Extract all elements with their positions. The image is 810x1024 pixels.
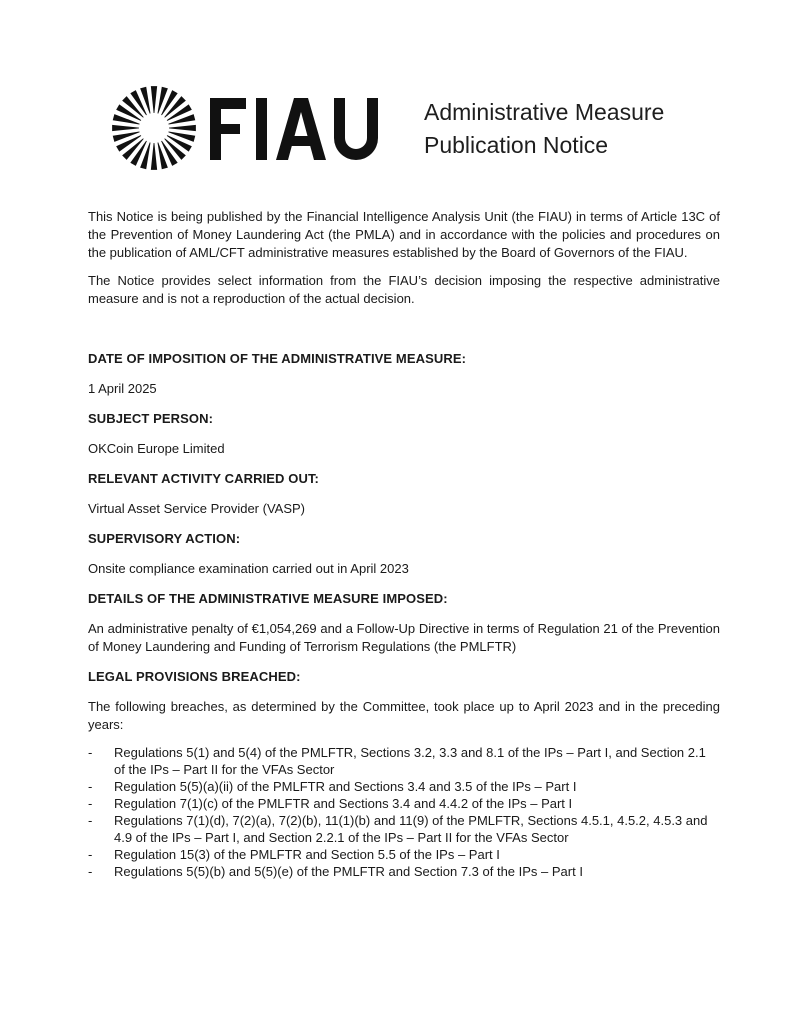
legal-intro: The following breaches, as determined by the Committee, took place up to April 2023 and in the preceding years:: [88, 699, 720, 732]
sunburst-ray: [113, 132, 140, 142]
document-header: [110, 84, 730, 184]
list-item: [88, 744, 720, 778]
logo-wordmark: [210, 98, 378, 160]
breach-list: [88, 744, 720, 880]
intro-paragraph-2: The Notice provides select information from the FIAU’s decision imposing the respective administrative measure and is not a reproduction of the actual decision.: [88, 273, 720, 306]
list-item-text: Regulations 5(1) and 5(4) of the PMLFTR, Sections 3.2, 3.3 and 8.1 of the IPs – Part I, and Section 2.1 of the IPs – Part II for the VFAs Sector: [114, 745, 706, 777]
sunburst-ray: [168, 132, 195, 142]
subject-heading: SUBJECT PERSON:: [88, 411, 214, 426]
list-item-text: Regulations 7(1)(d), 7(2)(a), 7(2)(b), 11(1)(b) and 11(9) of the PMLFTR, Sections 4.5.1, 4.5.2, 4.5.3 and 4.9 of the IPs – Part I, and Section 2.2.1 of the IPs – Part II for the VFAs Sector: [114, 813, 708, 845]
notice-title: [424, 96, 664, 162]
list-item-text: Regulation 7(1)(c) of the PMLFTR and Sections 3.4 and 4.4.2 of the IPs – Part I: [114, 796, 573, 811]
list-item-text: Regulation 5(5)(a)(ii) of the PMLFTR and Sections 3.4 and 3.5 of the IPs – Part I: [114, 779, 577, 794]
subject-value: OKCoin Europe Limited: [88, 441, 225, 456]
sunburst-ray: [112, 125, 139, 131]
list-item: [88, 778, 720, 795]
list-item-text: Regulation 15(3) of the PMLFTR and Section 5.5 of the IPs – Part I: [114, 847, 500, 862]
sunburst-ray: [151, 86, 157, 113]
sunburst-ray: [140, 87, 150, 114]
sunburst-ray: [168, 114, 195, 124]
activity-heading: RELEVANT ACTIVITY CARRIED OUT:: [88, 471, 319, 486]
supervisory-value: Onsite compliance examination carried out in April 2023: [88, 561, 409, 576]
date-value: 1 April 2025: [88, 381, 157, 396]
date-heading: DATE OF IMPOSITION OF THE ADMINISTRATIVE MEASURE:: [88, 351, 467, 366]
sunburst-ray: [140, 142, 150, 169]
list-item: [88, 795, 720, 812]
sunburst-ray: [158, 87, 168, 114]
intro-paragraph-1: This Notice is being published by the Financial Intelligence Analysis Unit (the FIAU) in terms of Article 13C of the Prevention of Money Laundering Act (the PMLA) and in accordance with the policies and procedures on the publication of AML/CFT administrative measures established by the Board of Governors of the FIAU.: [88, 209, 720, 260]
notice-title-line1: Administrative Measure: [424, 99, 665, 125]
sunburst-ray: [151, 143, 157, 170]
sunburst-logo-icon: [110, 84, 410, 174]
sunburst-ray: [158, 142, 168, 169]
document-body: [88, 208, 720, 880]
section-spacer: [88, 318, 720, 350]
supervisory-heading: SUPERVISORY ACTION:: [88, 531, 241, 546]
notice-title-line2: Publication Notice: [424, 132, 609, 158]
list-item: [88, 863, 720, 880]
bullet-dash: -: [88, 779, 93, 794]
legal-heading: LEGAL PROVISIONS BREACHED:: [88, 669, 301, 684]
bullet-dash: -: [88, 813, 93, 828]
list-item-text: Regulations 5(5)(b) and 5(5)(e) of the PMLFTR and Section 7.3 of the IPs – Part I: [114, 864, 583, 879]
bullet-dash: -: [88, 745, 93, 760]
fiau-logo: [110, 84, 410, 174]
sunburst-ray: [113, 114, 140, 124]
activity-value: Virtual Asset Service Provider (VASP): [88, 501, 305, 516]
list-item: [88, 846, 720, 863]
bullet-dash: -: [88, 847, 93, 862]
list-item: [88, 812, 720, 846]
sunburst-ray: [169, 125, 196, 131]
details-value: An administrative penalty of €1,054,269 and a Follow-Up Directive in terms of Regulation 21 of the Prevention of Money Laundering and Funding of Terrorism Regulations (the PMLFTR): [88, 621, 720, 654]
bullet-dash: -: [88, 864, 93, 879]
bullet-dash: -: [88, 796, 93, 811]
details-heading: DETAILS OF THE ADMINISTRATIVE MEASURE IMPOSED:: [88, 591, 448, 606]
